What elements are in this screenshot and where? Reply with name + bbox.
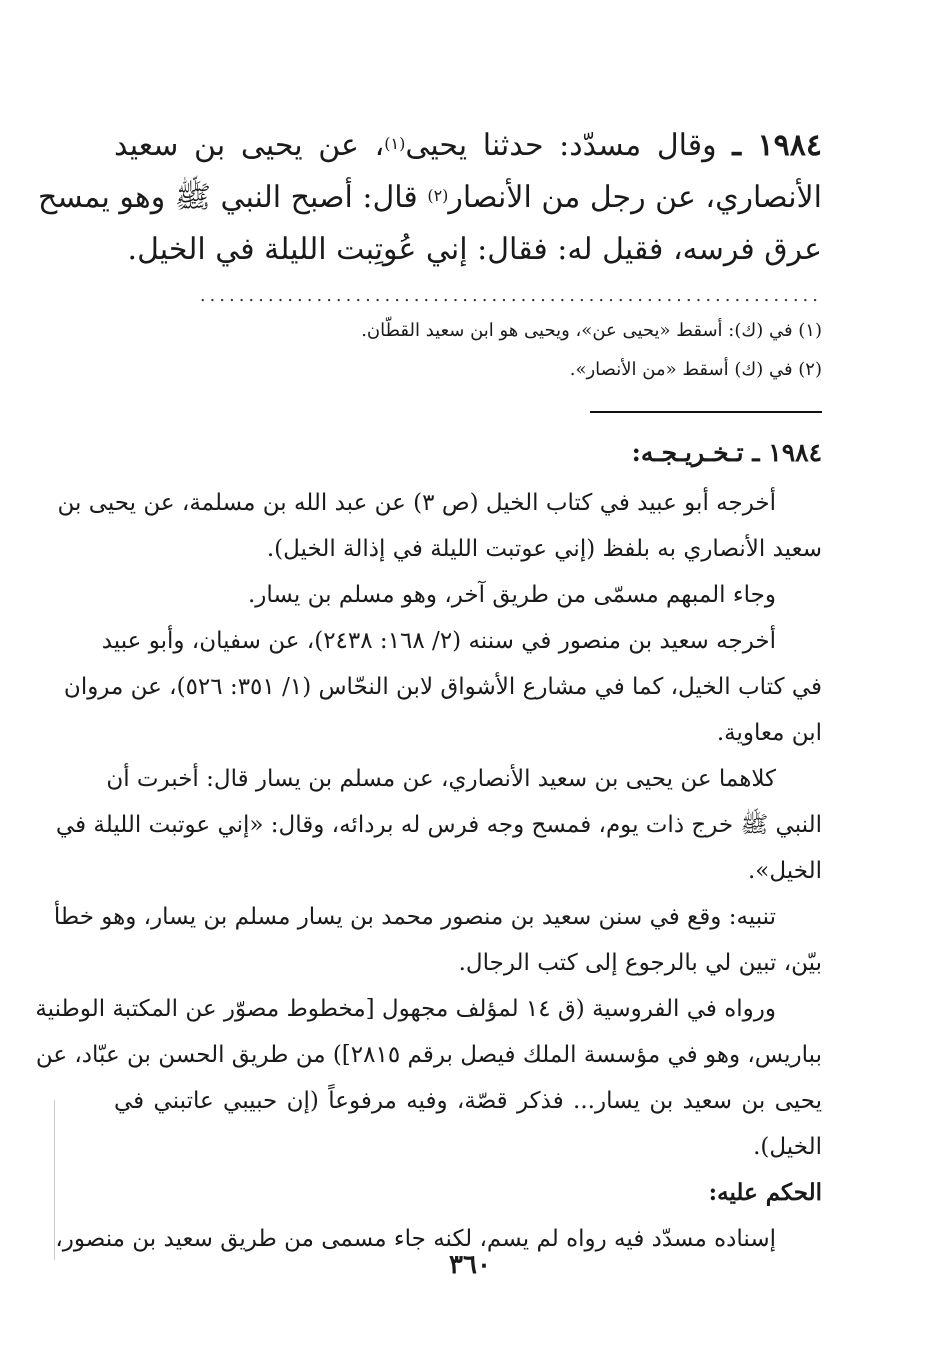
text-line: ورواه في الفروسية (ق ١٤ لمؤلف مجهول [مخطوط مصوّر عن المكتبة الوطنية: [35, 996, 776, 1022]
footnote-2: (٢) في (ك) أسقط «من الأنصار».: [569, 359, 822, 380]
text-line: إسناده مسدّد فيه رواه لم يسم، لكنه جاء مسمى من طريق سعيد بن منصور،: [55, 1226, 776, 1252]
hadith-line-1: ١٩٨٤ ـ وقال مسدّد: حدثنا يحيى$^{(١)}$، عن يحيى بن سعيد: [114, 128, 822, 163]
text-line: النبي ﷺ خرج ذات يوم، فمسح وجه فرس له بردائه، وقال: «إني عوتبت الليلة في: [55, 812, 822, 838]
takhrij-heading: ١٩٨٤ ـ تـخـريـجـه:: [631, 438, 822, 467]
footnote-ref-2: (٢): [427, 186, 449, 205]
footnote-1: (١) في (ك): أسقط «يحيى عن»، ويحيى هو ابن سعيد القطّان.: [361, 320, 822, 341]
text-line: سعيد الأنصاري به بلفظ (إني عوتبت الليلة في إذالة الخيل).: [266, 536, 822, 562]
text-line: ابن معاوية.: [716, 720, 822, 746]
hadith-line-3: عرق فرسه، فقيل له: فقال: إني عُوتِبت الليلة في الخيل.: [127, 232, 822, 267]
footnote-separator: ................................................................: [199, 285, 822, 306]
text-line: يحيى بن سعيد بن يسار... فذكر قصّة، وفيه مرفوعاً (إن حبيبي عاتبني في: [114, 1088, 822, 1114]
scan-margin-line: [54, 1100, 55, 1260]
text-line: أخرجه سعيد بن منصور في سننه (٢/ ١٦٨: ٢٤٣٨)، عن سفيان، وأبو عبيد: [101, 628, 776, 654]
hadith-line-2: الأنصاري، عن رجل من الأنصار$^{(٢)}$ قال: أصبح النبي ﷺ وهو يمسح: [38, 180, 822, 215]
text-line: بباريس، وهو في مؤسسة الملك فيصل برقم ٢٨١٥]) من طريق الحسن بن عبّاد، عن: [35, 1042, 822, 1068]
text-line: في كتاب الخيل، كما في مشارع الأشواق لابن النحّاس (١/ ٣٥١: ٥٢٦)، عن مروان: [63, 674, 822, 700]
takhrij-body: [35, 480, 822, 1262]
text-line: الخيل».: [748, 858, 822, 884]
page-number: ٣٦٠: [449, 1250, 491, 1280]
text-line: وجاء المبهم مسمّى من طريق آخر، وهو مسلم بن يسار.: [247, 582, 776, 608]
hadith-number: ١٩٨٤ ـ: [732, 128, 822, 163]
section-rule: [590, 411, 822, 413]
text-line: كلاهما عن يحيى بن سعيد الأنصاري، عن مسلم بن يسار قال: أخبرت أن: [106, 766, 776, 792]
text-line: تنبيه: وقع في سنن سعيد بن منصور محمد بن يسار مسلم بن يسار، وهو خطأ: [53, 904, 776, 930]
hadith-text: [38, 120, 822, 276]
text-line: بيّن، تبين لي بالرجوع إلى كتب الرجال.: [458, 950, 822, 976]
footnote-ref-1: (١): [384, 134, 406, 153]
ruling-heading: الحكم عليه:: [708, 1179, 822, 1206]
text-line: أخرجه أبو عبيد في كتاب الخيل (ص ٣) عن عبد الله بن مسلمة، عن يحيى بن: [57, 490, 776, 516]
text-line: الخيل).: [753, 1134, 822, 1160]
